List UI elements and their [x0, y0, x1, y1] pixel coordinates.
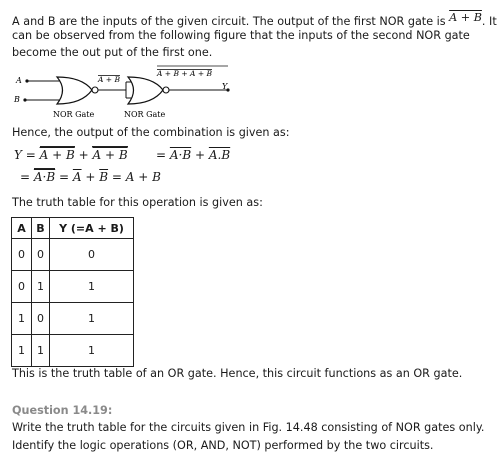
table-header-row	[12, 218, 134, 239]
eq-equals-3: =	[20, 170, 34, 184]
input-b-label: B	[14, 95, 20, 104]
eq-term-5: A·B	[33, 170, 56, 184]
out-label: A + B + A + B	[157, 69, 213, 78]
eq-term-6: $\overline{A}$	[72, 170, 82, 184]
header-y: Y (=A + B)	[50, 218, 134, 239]
question-title: Question 14.19:	[12, 404, 113, 417]
eq-equals-2: =	[156, 148, 170, 162]
nor-circuit-figure	[10, 62, 250, 122]
equation-line-2	[20, 170, 161, 184]
cell-y: 1	[50, 335, 134, 367]
cell-y: 0	[50, 239, 134, 271]
cell-a: 1	[12, 335, 32, 367]
conclusion: This is the truth table of an OR gate. Hence, this circuit functions as an OR gate.	[12, 367, 463, 380]
cell-y: 1	[50, 271, 134, 303]
cell-b: 0	[32, 239, 50, 271]
table-row	[12, 239, 134, 271]
nor-gate-2	[128, 77, 163, 104]
equation-line-1	[14, 148, 128, 162]
intro-expression: A + B	[449, 11, 482, 24]
mid-label: A + B	[98, 75, 120, 84]
cell-b: 0	[32, 303, 50, 335]
cell-a: 0	[12, 271, 32, 303]
caption-nor-gate-2: NOR Gate	[124, 110, 166, 119]
intro-line-1-text: A and B are the inputs of the given circuit. The output of the first NOR gate is	[12, 15, 450, 28]
eq-y: Y =	[14, 148, 40, 162]
table-row	[12, 303, 134, 335]
table-row	[12, 271, 134, 303]
eq-plus-1: +	[74, 148, 93, 162]
intro-line-2: can be observed from the following figure that the inputs of the second NOR gate	[12, 29, 470, 42]
equation-line-1b	[156, 148, 230, 162]
header-b: B	[32, 218, 50, 239]
eq-plus-3: +	[81, 170, 100, 184]
cell-a: 1	[12, 303, 32, 335]
cell-y: 1	[50, 303, 134, 335]
intro-line-1	[12, 11, 497, 29]
intro-line-3: become the out put of the first one.	[12, 46, 213, 59]
eq-tail: = A + B	[108, 170, 161, 184]
eq-plus-2: +	[191, 148, 209, 162]
output-y-label: Y	[222, 82, 228, 91]
question-line-2: Identify the logic operations (OR, AND, NOT) performed by the two circuits.	[12, 439, 434, 452]
question-line-1: Write the truth table for the circuits given in Fig. 14.48 consisting of NOR gates only.	[12, 421, 485, 434]
truth-table	[11, 217, 134, 367]
cell-b: 1	[32, 335, 50, 367]
intro-line-1-end: . It	[481, 15, 497, 28]
eq-equals-4: =	[55, 170, 73, 184]
cell-b: 1	[32, 271, 50, 303]
eq-term-1: A + B	[39, 148, 75, 162]
hence-line: Hence, the output of the combination is given as:	[12, 126, 290, 139]
eq-term-7: $\overline{B}$	[99, 170, 109, 184]
table-row	[12, 335, 134, 367]
eq-term-4: A.B	[208, 148, 231, 162]
eq-term-2: A + B	[92, 148, 128, 162]
header-a: A	[12, 218, 32, 239]
nor-gate-1	[57, 77, 92, 104]
eq-term-3: A·B	[169, 148, 192, 162]
cell-a: 0	[12, 239, 32, 271]
truth-intro: The truth table for this operation is given as:	[12, 196, 263, 209]
caption-nor-gate-1: NOR Gate	[53, 110, 95, 119]
input-a-label: A	[16, 76, 22, 85]
